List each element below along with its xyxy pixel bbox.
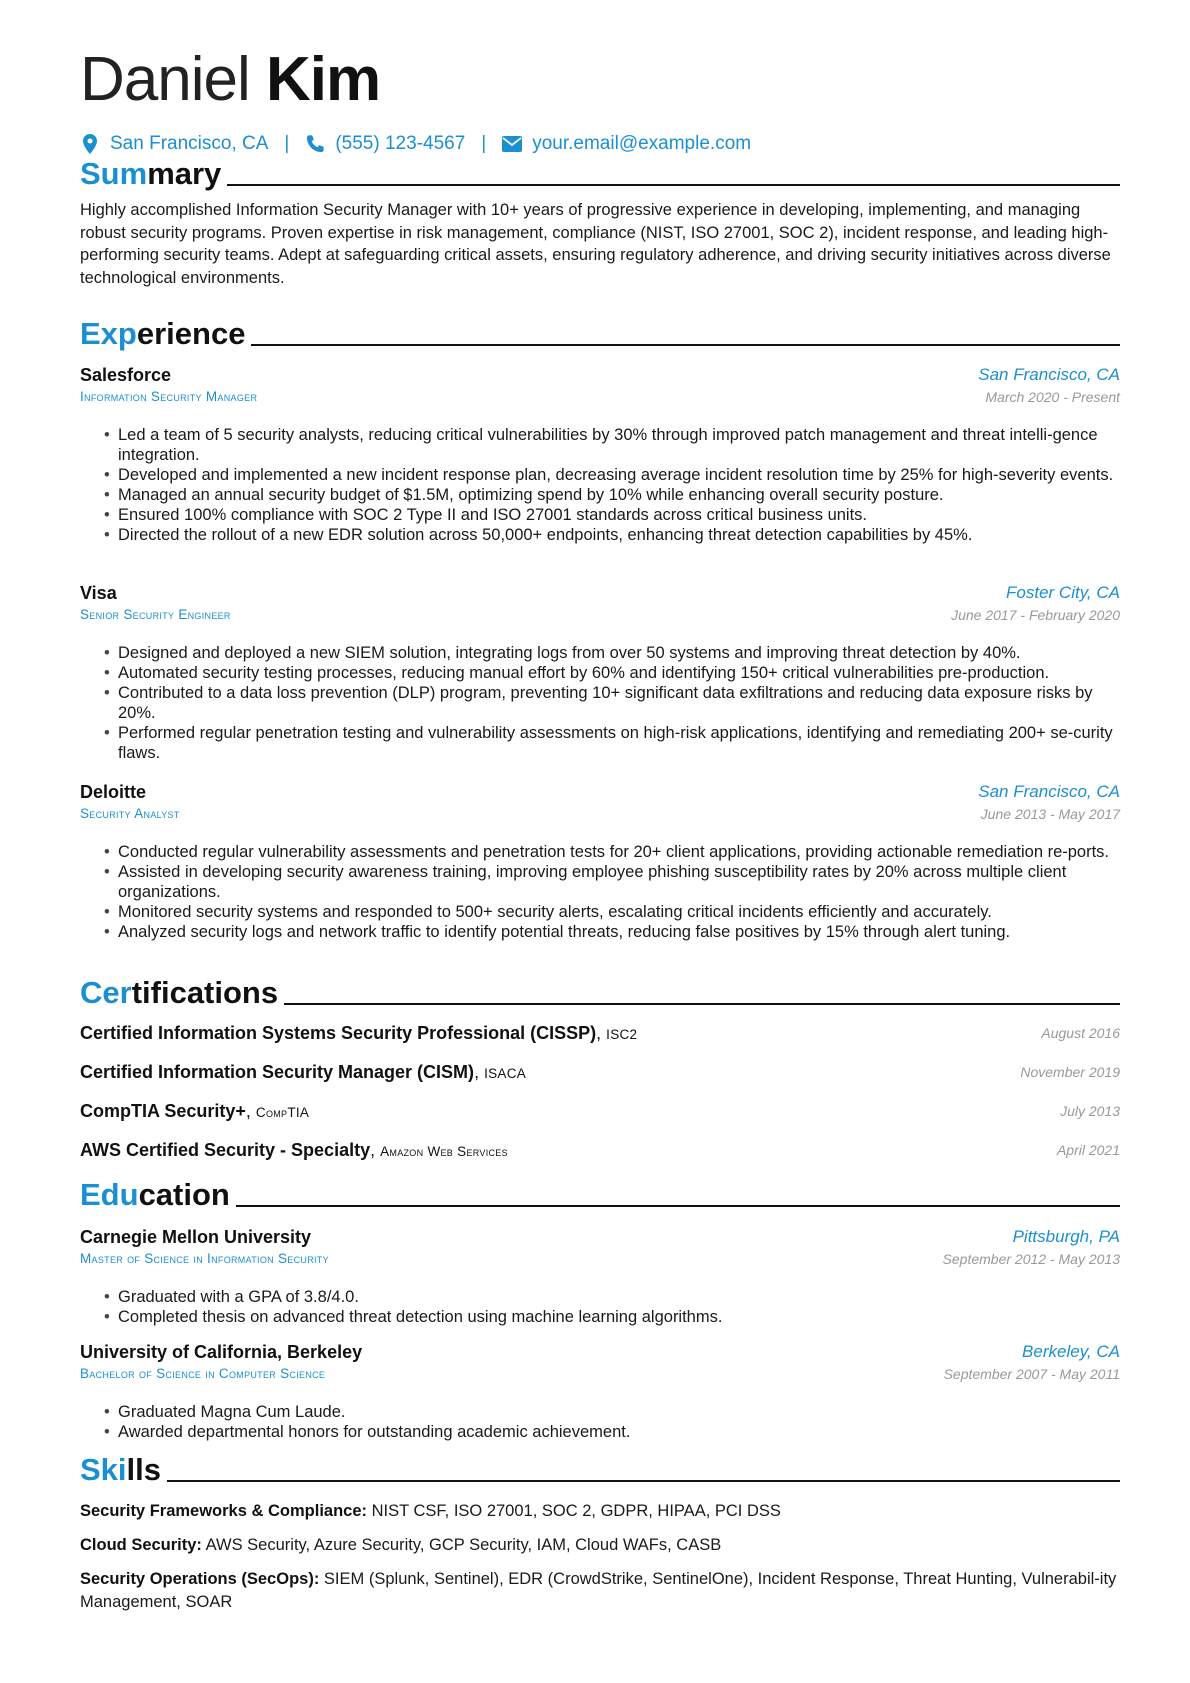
- school-location: Berkeley, CA: [1022, 1342, 1120, 1361]
- job-bullets: [80, 842, 1120, 942]
- school-dates: September 2007 - May 2011: [943, 1366, 1120, 1382]
- contact-separator: |: [284, 133, 290, 154]
- skill-row: [80, 1568, 1120, 1613]
- list-item: • Monitored security systems and responded to 500+ security alerts, escalating critical incidents efficiently and accurately.: [80, 902, 1120, 922]
- degree: Master of Science in Information Security: [80, 1251, 329, 1266]
- cert-issuer: CompTIA: [255, 1105, 310, 1120]
- cert-issuer: ISC2: [606, 1027, 638, 1042]
- summary-section-heading: [80, 156, 1120, 192]
- job-bullets: [80, 643, 1120, 763]
- job-dates: June 2013 - May 2017: [980, 806, 1120, 822]
- cert-title: Certified Information Systems Security Professional (CISSP): [80, 1023, 597, 1043]
- cert-date: August 2016: [1041, 1025, 1120, 1041]
- list-item: • Led a team of 5 security analysts, reducing critical vulnerabilities by 30% through improved patch management and threat intelli-gence integration.: [80, 425, 1120, 465]
- job-title: Security Analyst: [80, 806, 180, 821]
- list-item: • Automated security testing processes, reducing manual effort by 60% and identifying 150+ critical vulnerabilities pre-production.: [80, 663, 1120, 683]
- cert-title: AWS Certified Security - Specialty: [80, 1140, 371, 1160]
- section-title: Summary: [80, 156, 222, 191]
- skill-row: [80, 1500, 1120, 1523]
- phone-icon: [305, 133, 325, 155]
- school-dates: September 2012 - May 2013: [942, 1251, 1120, 1267]
- skill-value: AWS Security, Azure Security, GCP Security, IAM, Cloud WAFs, CASB: [205, 1536, 722, 1554]
- section-rule: [227, 184, 1120, 186]
- list-item: • Developed and implemented a new incident response plan, decreasing average incident resolution time by 25% for high-severity events.: [80, 465, 1120, 485]
- list-item: • Analyzed security logs and network traffic to identify potential threats, reducing false positives by 15% through alert tuning.: [80, 922, 1120, 942]
- section-rule: [236, 1205, 1120, 1207]
- cert-issuer: Amazon Web Services: [380, 1144, 508, 1159]
- section-rule: [251, 344, 1120, 346]
- school-name: University of California, Berkeley: [80, 1342, 363, 1362]
- section-title: Skills: [80, 1452, 161, 1487]
- job-location: San Francisco, CA: [978, 782, 1120, 801]
- cert-date: July 2013: [1060, 1103, 1120, 1119]
- cert-date: April 2021: [1056, 1142, 1120, 1158]
- first-name: Daniel: [80, 45, 250, 114]
- skill-value: SIEM (Splunk, Sentinel), EDR (CrowdStrike, SentinelOne), Incident Response, Threat Hunting, Vulnerabil-ity Management, SOAR: [80, 1570, 1117, 1611]
- job-title: Information Security Manager: [80, 389, 258, 404]
- certifications-section-heading: [80, 975, 1120, 1011]
- list-item: • Directed the rollout of a new EDR solution across 50,000+ endpoints, enhancing threat detection capabilities by 45%.: [80, 525, 1120, 545]
- summary-text: Highly accomplished Information Security Manager with 10+ years of progressive experience in developing, implementing, and managing robust security programs. Proven expertise in risk management, compliance (NIST, ISO 27001, SOC 2), incident response, and leading high-performing security teams. Adept at safeguarding critical assets, ensuring regulatory adherence, and driving security initiatives across diverse technological environments.: [80, 201, 1111, 287]
- envelope-icon: [502, 133, 522, 155]
- email-link[interactable]: your.email@example.com: [532, 133, 752, 154]
- job-dates: June 2017 - February 2020: [951, 607, 1120, 623]
- section-rule: [284, 1003, 1120, 1005]
- list-item: • Awarded departmental honors for outstanding academic achievement.: [80, 1422, 1120, 1442]
- job-dates: March 2020 - Present: [985, 389, 1120, 405]
- contact-separator: |: [481, 133, 487, 154]
- education-bullets: [80, 1287, 1120, 1327]
- contact-line: [80, 133, 751, 155]
- skill-label: Security Operations (SecOps):: [80, 1570, 320, 1588]
- school-location: Pittsburgh, PA: [1012, 1227, 1120, 1246]
- job-bullets: [80, 425, 1120, 545]
- certification-item: Certified Information Security Manager (CISM), ISACA November 2019: [80, 1062, 1120, 1082]
- list-item: • Ensured 100% compliance with SOC 2 Type II and ISO 27001 standards across critical business units.: [80, 505, 1120, 525]
- skill-label: Security Frameworks & Compliance:: [80, 1502, 368, 1520]
- experience-section-heading: [80, 316, 1120, 352]
- degree: Bachelor of Science in Computer Science: [80, 1366, 326, 1381]
- last-name: Kim: [266, 45, 381, 114]
- section-title: Education: [80, 1177, 230, 1212]
- list-item: • Managed an annual security budget of $1.5M, optimizing spend by 10% while enhancing overall security posture.: [80, 485, 1120, 505]
- section-rule: [167, 1480, 1120, 1482]
- school-name: Carnegie Mellon University: [80, 1227, 312, 1247]
- candidate-name: [80, 40, 380, 120]
- skills-section-heading: [80, 1452, 1120, 1488]
- skill-value: NIST CSF, ISO 27001, SOC 2, GDPR, HIPAA, PCI DSS: [371, 1502, 781, 1520]
- education-section-heading: [80, 1177, 1120, 1213]
- list-item: • Conducted regular vulnerability assessments and penetration tests for 20+ client applications, providing actionable remediation re-ports.: [80, 842, 1120, 862]
- job-location: San Francisco, CA: [978, 365, 1120, 384]
- cert-title: CompTIA Security+: [80, 1101, 246, 1121]
- section-title: Certifications: [80, 975, 279, 1010]
- education-bullets: [80, 1402, 1120, 1442]
- job-title: Senior Security Engineer: [80, 607, 231, 622]
- certification-item: CompTIA Security+, CompTIA July 2013: [80, 1101, 1120, 1121]
- skill-row: [80, 1534, 1120, 1557]
- list-item: • Performed regular penetration testing and vulnerability assessments on high-risk applications, identifying and remediating 200+ se-curity flaws.: [80, 723, 1120, 763]
- cert-date: November 2019: [1020, 1064, 1120, 1080]
- employer-name: Deloitte: [80, 782, 147, 802]
- cert-title: Certified Information Security Manager (CISM): [80, 1062, 475, 1082]
- employer-name: Visa: [80, 583, 117, 603]
- list-item: • Contributed to a data loss prevention (DLP) program, preventing 10+ significant data exfiltrations and reducing data exposure risks by 20%.: [80, 683, 1120, 723]
- map-pin-icon: [80, 133, 100, 155]
- list-item: • Assisted in developing security awareness training, improving employee phishing susceptibility rates by 20% across multiple client organizations.: [80, 862, 1120, 902]
- list-item: • Designed and deployed a new SIEM solution, integrating logs from over 50 systems and improving threat detection by 40%.: [80, 643, 1120, 663]
- phone-text: (555) 123-4567: [335, 133, 466, 154]
- list-item: • Completed thesis on advanced threat detection using machine learning algorithms.: [80, 1307, 1120, 1327]
- location-text: San Francisco, CA: [110, 133, 269, 154]
- job-location: Foster City, CA: [1006, 583, 1120, 602]
- section-title: Experience: [80, 316, 246, 351]
- certification-item: AWS Certified Security - Specialty, Amazon Web Services April 2021: [80, 1140, 1120, 1160]
- skill-label: Cloud Security:: [80, 1536, 202, 1554]
- list-item: • Graduated with a GPA of 3.8/4.0.: [80, 1287, 1120, 1307]
- certification-item: Certified Information Systems Security Professional (CISSP), ISC2 August 2016: [80, 1023, 1120, 1043]
- employer-name: Salesforce: [80, 365, 172, 385]
- cert-issuer: ISACA: [484, 1066, 527, 1081]
- list-item: • Graduated Magna Cum Laude.: [80, 1402, 1120, 1422]
